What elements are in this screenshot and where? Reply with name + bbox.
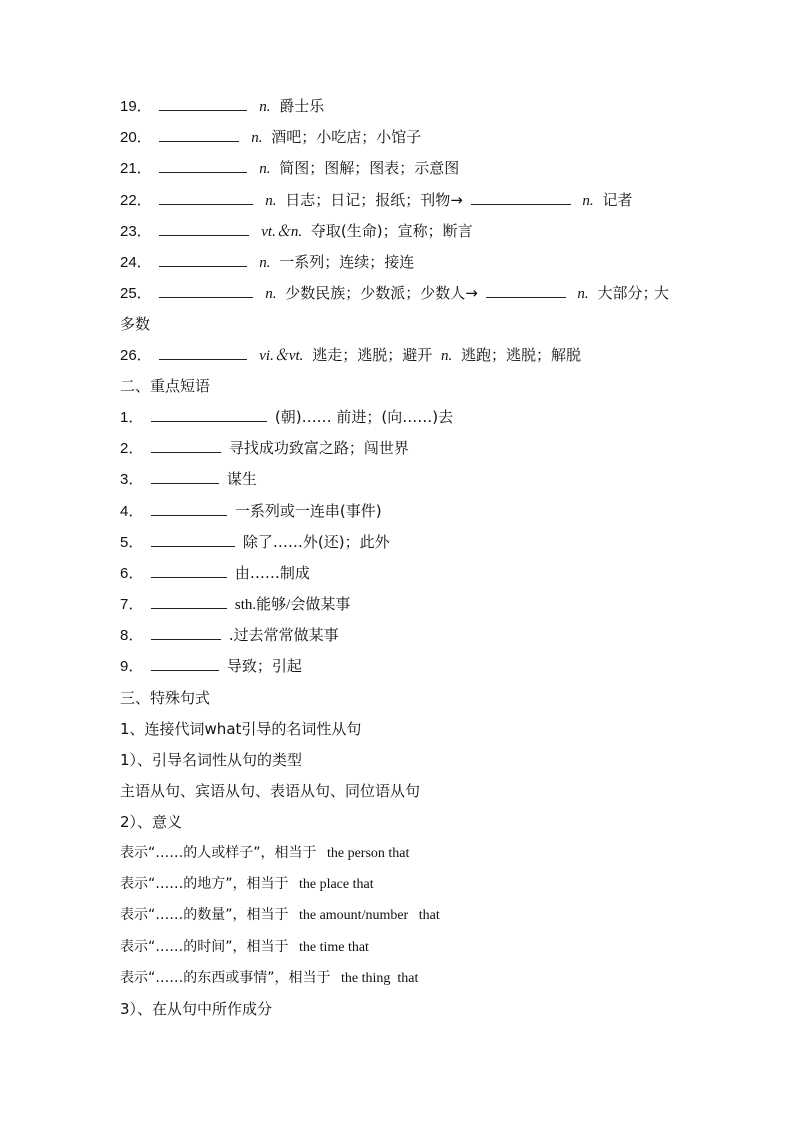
item-number: 9． [120,658,144,675]
item-number: 3． [120,471,144,488]
definition: 酒吧；小吃店；小馆子 [271,128,422,146]
answer-blank[interactable] [151,501,227,516]
meaning-line-place [120,873,374,895]
phrase-item-2 [120,437,409,459]
vocab-item-21 [120,157,459,179]
meaning-cn: 表示“……的东西或事情”，相当于 [120,970,331,986]
item-number: 21． [120,160,152,177]
section-heading-sentence-patterns: 三、特殊句式 [120,689,211,707]
part-of-speech-derived: n. [577,286,589,302]
phrase-item-1 [120,406,453,428]
definition: 逃走；逃脱；避开 [312,346,433,364]
part-of-speech: vt.＆n. [261,224,303,240]
meaning-en: the person that [326,846,410,861]
answer-blank[interactable] [159,190,253,205]
phrase-item-3 [120,468,257,490]
answer-blank[interactable] [159,283,253,298]
item-number: 8． [120,627,144,644]
phrase-item-5 [120,531,390,553]
phrase-item-6 [120,562,310,584]
grammar-subtitle-meaning: 2）、意义 [120,813,183,831]
definition-trailing: 大 [654,284,670,302]
meaning-en: the time that [298,940,369,955]
part-of-speech: n. [265,193,277,209]
meaning-line-thing [120,967,418,989]
answer-blank[interactable] [151,407,267,422]
grammar-subtitle-types: 1）、引导名词性从句的类型 [120,751,303,769]
answer-blank[interactable] [159,158,247,173]
phrase-item-4 [120,500,382,522]
grammar-subtitle-function: 3）、在从句中所作成分 [120,1000,273,1018]
answer-blank[interactable] [159,127,239,142]
vocab-item-23 [120,220,473,242]
meaning-line-person [120,842,409,864]
answer-blank[interactable] [151,438,221,453]
phrase-meaning: 除了……外(还)；此外 [242,533,390,551]
item-number: 22． [120,192,152,209]
part-of-speech: vi.＆vt. [259,348,304,364]
phrase-meaning: 导致；引起 [226,657,302,675]
answer-blank-derived[interactable] [486,283,566,298]
answer-blank[interactable] [159,252,247,267]
meaning-cn: 表示“……的人或样子”，相当于 [120,845,317,861]
definition: 爵士乐 [279,97,325,115]
definition: 一系列；连续；接连 [279,253,415,271]
phrase-meaning: .过去常常做某事 [228,626,339,644]
phrase-meaning: sth.能够/会做某事 [234,597,351,613]
vocab-item-24 [120,251,414,273]
vocab-item-26 [120,344,581,366]
meaning-cn: 表示“……的数量”，相当于 [120,907,289,923]
phrase-meaning: (朝)…… 前进；(向……)去 [274,408,454,426]
answer-blank[interactable] [151,594,227,609]
item-number: 6． [120,565,144,582]
item-number: 25． [120,285,152,302]
vocab-item-25-trailing [654,282,669,304]
item-number: 2． [120,440,144,457]
meaning-cn: 表示“……的时间”，相当于 [120,939,289,955]
section-heading-phrases: 二、重点短语 [120,377,211,395]
phrase-meaning: 由……制成 [234,564,310,582]
vocab-item-20 [120,126,421,148]
answer-blank[interactable] [151,563,227,578]
meaning-line-time [120,936,369,958]
part-of-speech: n. [259,255,271,271]
part-of-speech-derived: n. [582,193,594,209]
definition: 日志；日记；报纸；刊物→ [285,191,463,209]
item-number: 24． [120,254,152,271]
definition-derived: 逃跑；逃脱；解脱 [461,346,582,364]
definition-continued: 多数 [120,315,151,333]
vocab-item-25 [120,282,657,304]
meaning-cn: 表示“……的地方”，相当于 [120,876,289,892]
grammar-types-list: 主语从句、宾语从句、表语从句、同位语从句 [120,782,421,800]
definition: 简图；图解；图表；示意图 [279,159,460,177]
item-number: 1． [120,409,144,426]
definition-derived: 大部分； [597,284,658,302]
answer-blank[interactable] [151,625,221,640]
answer-blank[interactable] [159,221,249,236]
phrase-meaning: 一系列或一连串(事件) [234,502,382,520]
definition-derived: 记者 [602,191,633,209]
part-of-speech: n. [265,286,277,302]
part-of-speech: n. [259,99,271,115]
vocab-item-22 [120,189,632,211]
part-of-speech: n. [251,130,263,146]
item-number: 5． [120,534,144,551]
part-of-speech: n. [259,161,271,177]
phrase-item-8 [120,624,339,646]
vocab-item-25-continued [120,313,150,335]
meaning-en: the amount/number that [298,908,440,923]
answer-blank[interactable] [159,96,247,111]
phrase-item-7 [120,593,350,615]
vocab-item-19 [120,95,324,117]
item-number: 26． [120,347,152,364]
item-number: 19． [120,98,152,115]
item-number: 7． [120,596,144,613]
meaning-en: the thing that [340,971,419,986]
answer-blank-derived[interactable] [471,190,571,205]
definition: 夺取(生命)；宣称；断言 [310,222,473,240]
item-number: 23． [120,223,152,240]
grammar-point-title: 1、连接代词what引导的名词性从句 [120,720,362,738]
answer-blank[interactable] [151,532,235,547]
answer-blank[interactable] [159,345,247,360]
item-number: 20． [120,129,152,146]
answer-blank[interactable] [151,656,219,671]
item-number: 4． [120,503,144,520]
answer-blank[interactable] [151,469,219,484]
meaning-line-amount [120,904,440,926]
definition: 少数民族；少数派；少数人→ [285,284,478,302]
phrase-item-9 [120,655,302,677]
part-of-speech-derived: n. [440,348,453,364]
phrase-meaning: 谋生 [226,470,257,488]
meaning-en: the place that [298,877,374,892]
phrase-meaning: 寻找成功致富之路；闯世界 [228,439,409,457]
